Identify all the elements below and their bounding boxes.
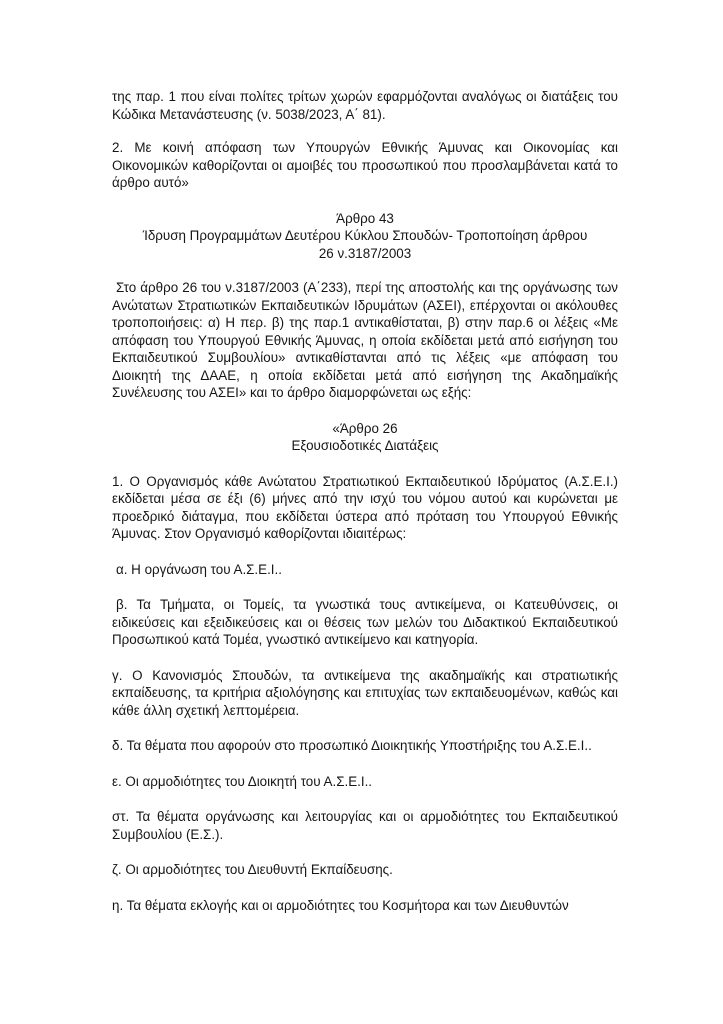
list-item-h: η. Τα θέματα εκλογής και οι αρμοδιότητες του Κοσμήτορα και των Διευθυντών — [112, 897, 569, 913]
paragraph-1: 1. Ο Οργανισμός κάθε Ανώτατου Στρατιωτικού Εκπαιδευτικού Ιδρύματος (Α.Σ.Ε.Ι.) εκδίδεται μέσα σε έξι (6) μήνες από την ισχύ του νόμου αυτού και κυρώνεται με προεδρικό διάταγμα, που εκδίδεται ύστερα από πρόταση του Υπουργού Εθνικής Άμυνας. Στον Οργανισμό καθορίζονται ιδιαιτέρως: — [112, 473, 618, 541]
paragraph-2: 2. Με κοινή απόφαση των Υπουργών Εθνικής Άμυνας και Οικονομίας και Οικονομικών καθορίζονται οι αμοιβές του προσωπικού που προσλαμβάνεται κατά το άρθρο αυτό» — [112, 140, 618, 190]
continuation-paragraph: της παρ. 1 που είναι πολίτες τρίτων χωρών εφαρμόζονται αναλόγως οι διατάξεις του Κώδικα Μετανάστευσης (ν. 5038/2023, Α΄ 81). — [112, 89, 618, 122]
article-heading — [112, 210, 618, 263]
sub-article-number: «Άρθρο 26 — [332, 420, 398, 436]
article-title-line-1: Ίδρυση Προγραμμάτων Δευτέρου Κύκλου Σπουδών- Τροποποίηση άρθρου — [142, 228, 588, 243]
list-item-e: ε. Οι αρμοδιότητες του Διοικητή του Α.Σ.Ε.Ι.. — [112, 773, 373, 789]
list-item-a: α. Η οργάνωση του Α.Σ.Ε.Ι.. — [116, 561, 282, 577]
article-number: Άρθρο 43 — [336, 210, 394, 226]
document-body — [112, 88, 618, 932]
article-intro-paragraph: Στο άρθρο 26 του ν.3187/2003 (Α΄233), περί της αποστολής και της οργάνωσης των Ανώτατων Στρατιωτικών Εκπαιδευτικών Ιδρυμάτων (ΑΣΕΙ), επέρχονται οι ακόλουθες τροποποιήσεις: α) Η περ. β) της παρ.1 αντικαθίσταται, β) στην παρ.6 οι λέξεις «Με απόφαση του Υπουργού Εθνικής Άμυνας, η οποία εκδίδεται μετά από εισήγηση του Εκπαιδευτικού Συμβουλίου» αντικαθίστανται από τις λέξεις «με απόφαση του Διοικητή της ΔΑΑΕ, η οποία εκδίδεται μετά από εισήγηση της Ακαδημαϊκής Συνέλευσης του ΑΣΕΙ» και το άρθρο διαμορφώνεται ως εξής: — [112, 280, 618, 400]
list-item-z: ζ. Οι αρμοδιότητες του Διευθυντή Εκπαίδευσης. — [112, 862, 393, 877]
sub-article-title: Εξουσιοδοτικές Διατάξεις — [291, 438, 439, 453]
sub-article-heading — [112, 420, 618, 455]
list-item-b: β. Τα Τμήματα, οι Τομείς, τα γνωστικά τους αντικείμενα, οι Κατευθύνσεις, οι ειδικεύσεις και εξειδικεύσεις και οι θέσεις των μελών του Διδακτικού Εκπαιδευτικού Προσωπικού κατά Τομέα, γνωστικό αντικείμενο και κατηγορία. — [112, 597, 618, 647]
list-item-c: γ. Ο Κανονισμός Σπουδών, τα αντικείμενα της ακαδημαϊκής και στρατιωτικής εκπαίδευσης, τα κριτήρια αξιολόγησης και επιτυχίας των εκπαιδευομένων, καθώς και κάθε άλλη σχετική λεπτομέρεια. — [112, 667, 618, 718]
article-title-line-2: 26 ν.3187/2003 — [318, 245, 412, 261]
list-item-st: στ. Τα θέματα οργάνωσης και λειτουργίας και οι αρμοδιότητες του Εκπαιδευτικού Συμβουλίου (Ε.Σ.). — [112, 809, 618, 842]
list-item-d: δ. Τα θέματα που αφορούν στο προσωπικό Διοικητικής Υποστήριξης του Α.Σ.Ε.Ι.. — [112, 738, 592, 753]
